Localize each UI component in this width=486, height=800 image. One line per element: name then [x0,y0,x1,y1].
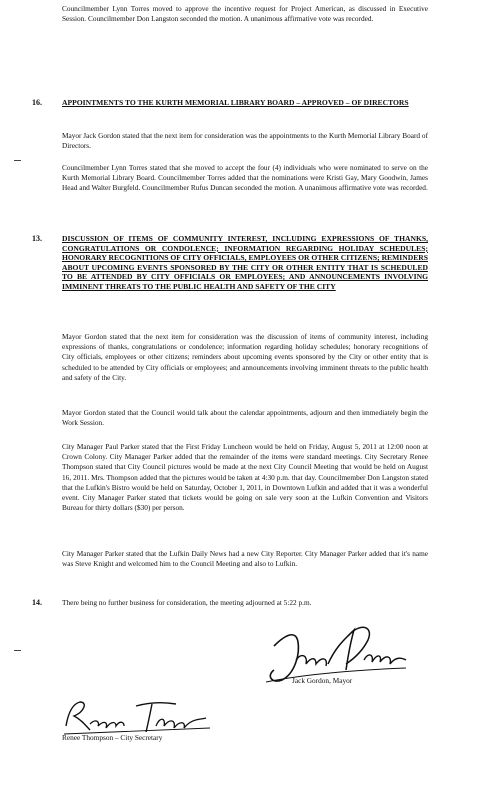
paragraph-adjourn: There being no further business for consideration, the meeting adjourned at 5:22 p.m. [62,598,312,607]
item-heading-library-board: APPOINTMENTS TO THE KURTH MEMORIAL LIBRARY BOARD – APPROVED – OF DIRECTORS [62,98,409,107]
secretary-name: Renee Thompson – City Secretary [62,733,163,742]
paragraph-library-motion: Councilmember Lynn Torres stated that she moved to accept the four (4) individuals who were nominated to serve on the Kurth Memorial Library Board. Councilmember Torres added that the nominations were Kristi Gay, Mary Goodwin, James Head and Walter Burgfeld. Councilmember Rufus Duncan seconded the motion. A unanimous affirmative vote was recorded. [62,163,428,193]
item-heading-community-interest: DISCUSSION OF ITEMS OF COMMUNITY INTEREST, INCLUDING EXPRESSIONS OF THANKS, CONGRATULATIONS OR CONDOLENCE; INFORMATION REGARDING HOLIDAY SCHEDULES; HONORARY RECOGNITIONS OF CITY OFFICIALS, EMPLOYEES OR OTHER CITIZENS; REMINDERS ABOUT UPCOMING EVENTS SPONSORED BY THE CITY OR OTHER ENTITY THAT IS SCHEDULED TO BE ATTENDED BY CITY OFFICIALS OR EMPLOYEES; AND ANNOUNCEMENTS INVOLVING IMMINENT THREATS TO THE PUBLIC HEALTH AND SAFETY OF THE CITY [62,234,428,291]
margin-mark [14,650,21,651]
paragraph-events: City Manager Paul Parker stated that the First Friday Luncheon would be held on Friday, August 5, 2011 at 12:00 noon at Crown Colony. City Manager Parker added that the remainder of the items were standard meetings. City Secretary Renee Thompson stated that City Council pictures would be made at the next City Council Meeting that would be held on August 16, 2011. Mrs. Thompson added that the pictures would be taken at 4:30 p.m. that day. Councilmember Don Langston stated that the Lufkin's Bistro would be held on Saturday, October 1, 2011, in Downtown Lufkin and added that it was a wonderful event. City Manager Parker stated that tickets would be going on sale very soon at the Lufkin Convention and Visitors Bureau for thirty dollars ($30) per person. [62,442,428,513]
mayor-name: Jack Gordon, Mayor [292,676,353,685]
margin-mark [14,160,21,161]
intro-paragraph: Councilmember Lynn Torres moved to approve the incentive request for Project American, as discussed in Executive Session. Councilmember Don Langston seconded the motion. A unanimous affirmative vote was recorded. [62,4,428,24]
item-number-16: 16. [32,98,42,107]
item-number-13: 13. [32,234,42,243]
paragraph-reporter: City Manager Parker stated that the Lufkin Daily News had a new City Reporter. City Manager Parker added that it's name was Steve Knight and welcomed him to the Council Meeting and also to Lufkin. [62,549,428,569]
paragraph-calendar: Mayor Gordon stated that the Council would talk about the calendar appointments, adjourn and then immediately begin the Work Session. [62,408,428,428]
item-number-14: 14. [32,598,42,607]
paragraph-community-intro: Mayor Gordon stated that the next item for consideration was the discussion of items of community interest, including expressions of thanks, congratulations or condolence; information regarding holiday schedules; honorary recognitions of City officials, employees or other citizens; reminders about upcoming events sponsored by the City or other entity that is scheduled to be attended by City officials or employees; and announcements involving imminent threats to the public health and safety of the City. [62,332,428,382]
paragraph-library-intro: Mayor Jack Gordon stated that the next item for consideration was the appointments to the Kurth Memorial Library Board of Directors. [62,131,428,151]
